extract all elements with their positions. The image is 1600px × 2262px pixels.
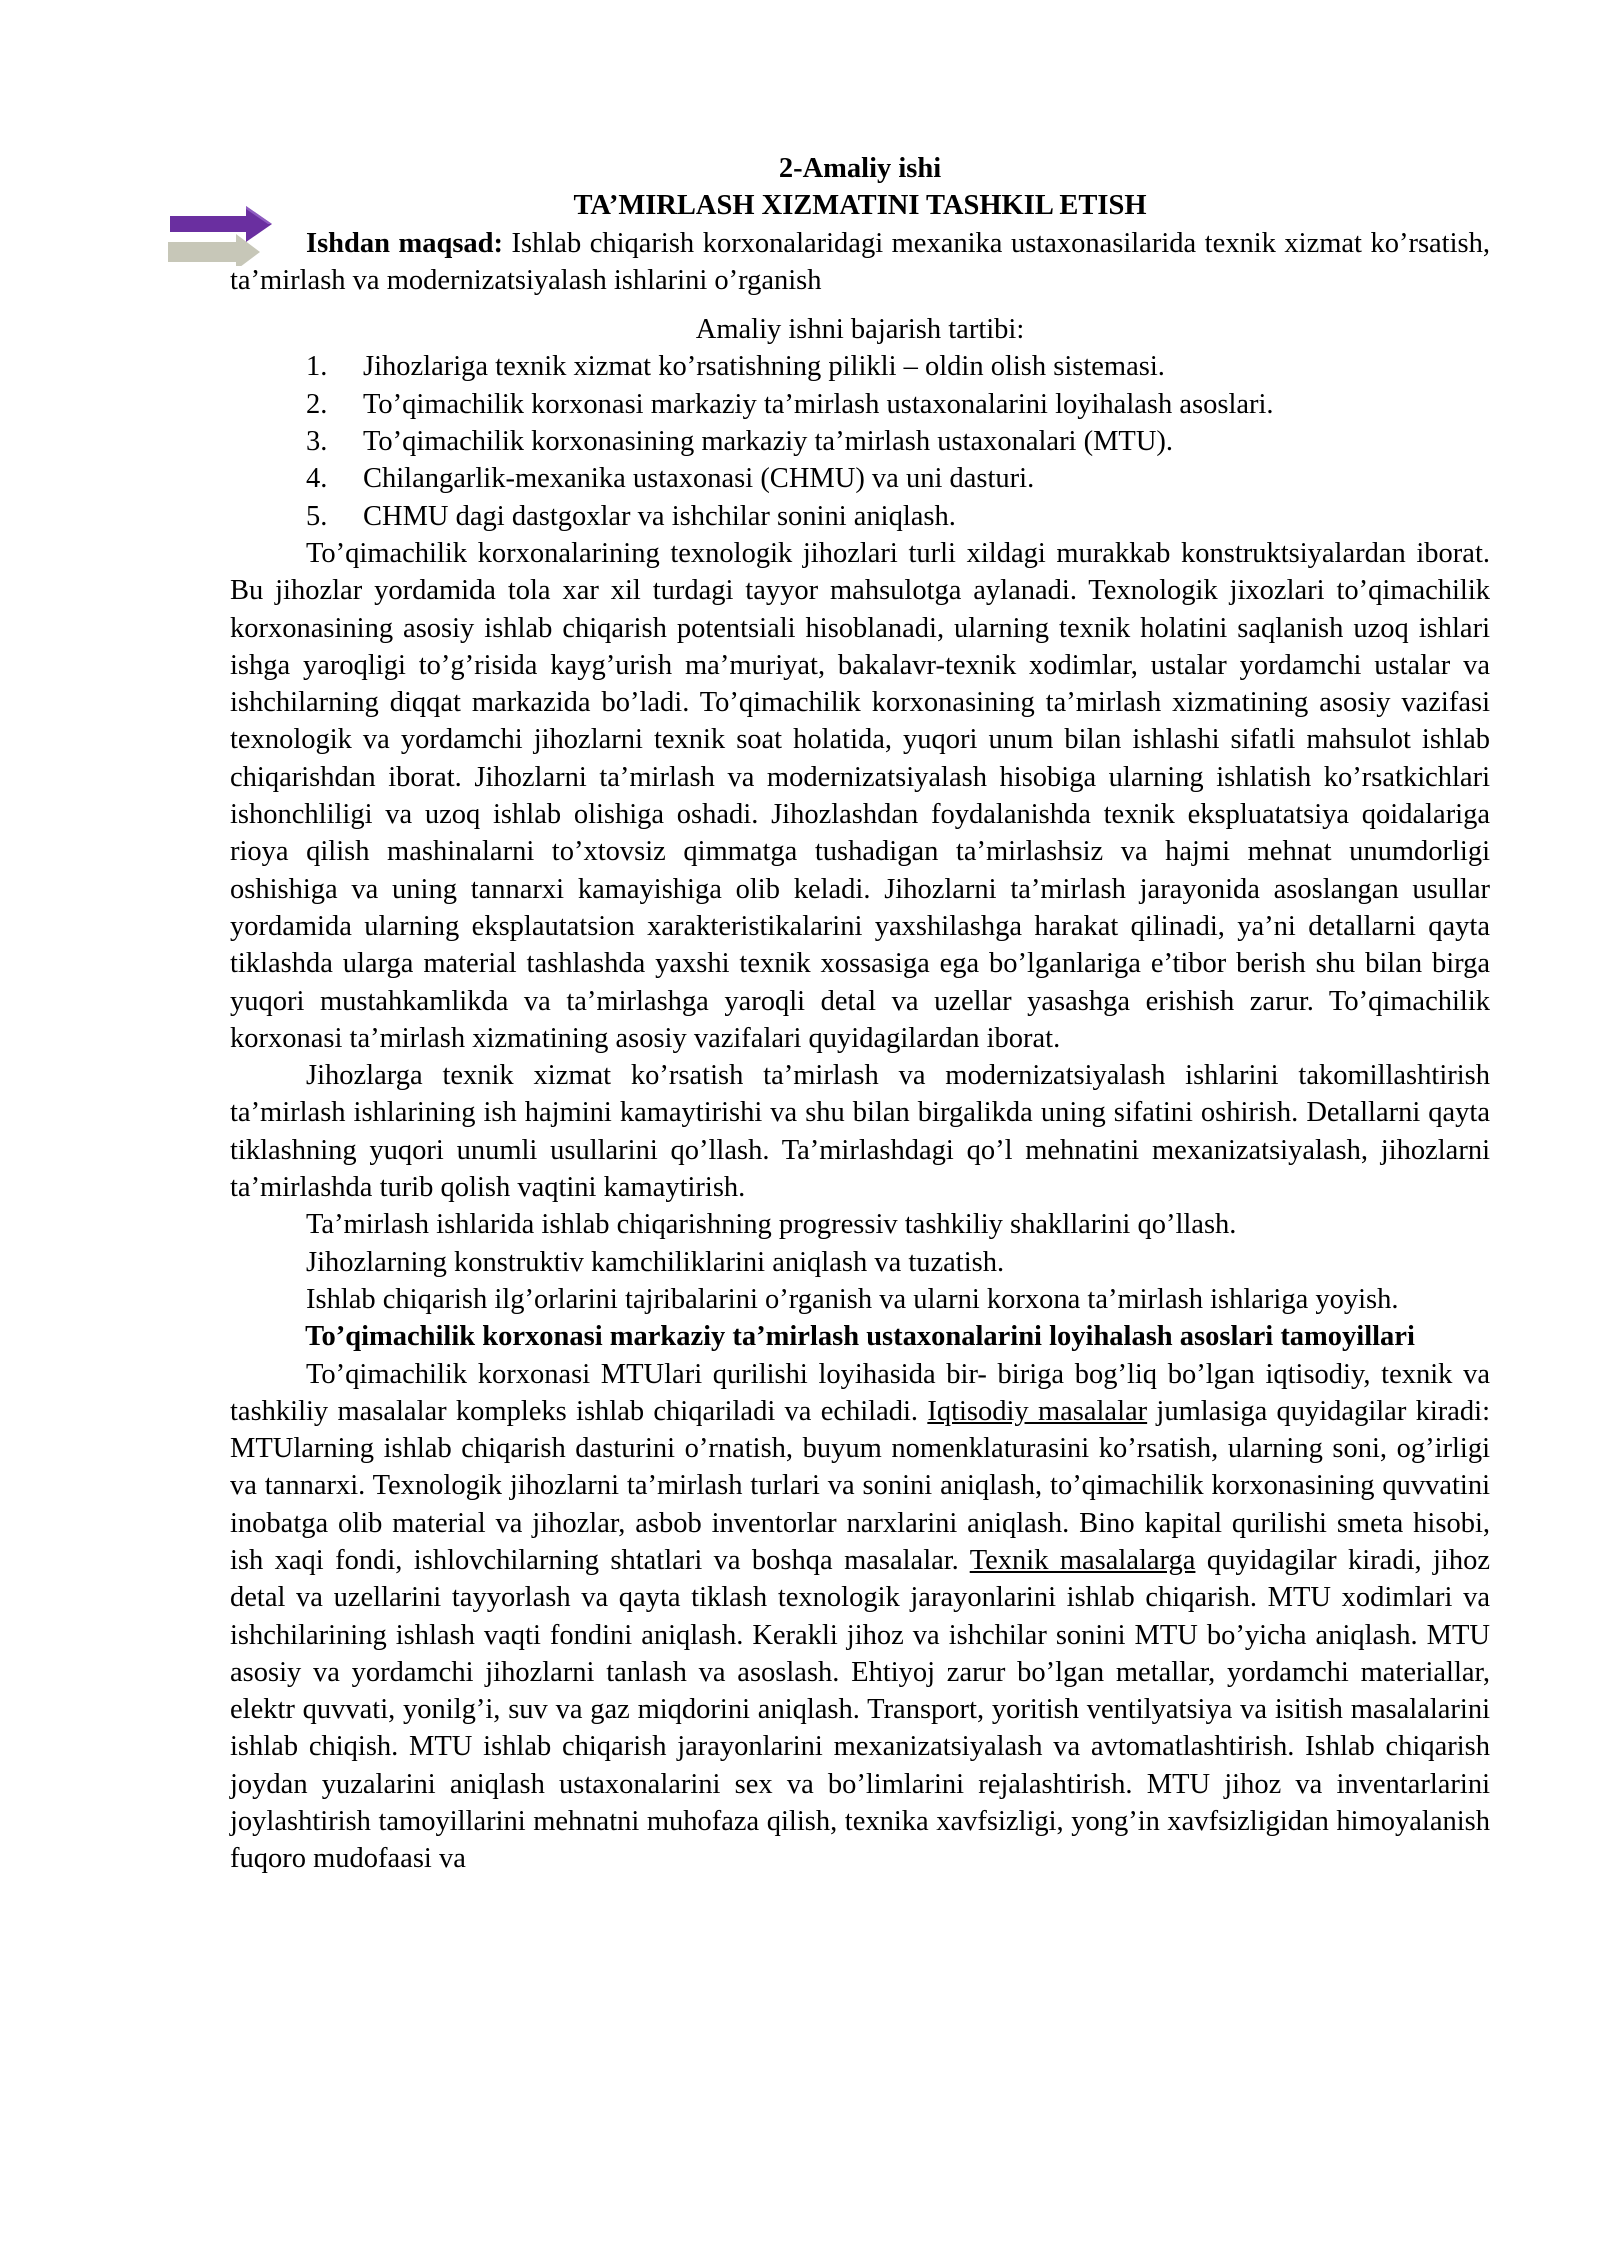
list-item <box>230 498 1490 535</box>
plan-list <box>230 348 1490 534</box>
list-item <box>230 348 1490 385</box>
list-item <box>230 460 1490 497</box>
body-paragraph: Ishlab chiqarish ilg’orlarini tajribalarini o’rganish va ularni korxona ta’mirlash ishlariga yoyish. <box>306 1283 1399 1315</box>
section-paragraph <box>230 1356 1490 1878</box>
goal-label: Ishdan maqsad: <box>306 227 504 259</box>
body-paragraph: Jihozlarga texnik xizmat ko’rsatish ta’mirlash va modernizatsiyalash ishlarini takomillashtirish ta’mirlash ishlarining ish hajmini kamaytirishi va shu bilan birgalikda uning sifatini oshirish. Detallarni qayta tiklashning yuqori unumli usullarini qo’llash. Ta’mirlashdagi qo’l mehnatini mexanizatsiyalash, jihozlarni ta’mirlashda turib qolish vaqtini kamaytirish. <box>230 1060 1490 1204</box>
list-number: 4. <box>306 463 328 495</box>
list-number: 5. <box>306 500 328 532</box>
plan-heading: Amaliy ishni bajarish tartibi: <box>695 314 1025 346</box>
text-run: quyidagilar kiradi, jihoz detal va uzellarini tayyorlash va qayta tiklash texnologik jarayonlarini ishlab chiqarish. MTU xodimlari va ishchilarining ishlash vaqti fondini aniqlash. Kerakli jihoz va ishchilar sonini MTU bo’yicha aniqlash. MTU asosiy va yordamchi jihozlarni tanlash va asoslash. Ehtiyoj zarur bo’lgan metallar, yordamchi materiallar, elektr quvvati, yonilg’i, suv va gaz miqdorini aniqlash. Transport, yoritish ventilyatsiya va isitish masalalarini ishlab chiqish. MTU ishlab chiqarish jarayonlarini mexanizatsiyalash va avtomatlashtirish. Ishlab chiqarish joydan yuzalarini aniqlash ustaxonalarini sex va bo’limlarini rejalashtirish. MTU jihoz va inventarlarini joylashtirish tamoyillarini mehnatni muhofaza qilish, texnika xavfsizligi, yong’in xavfsizligidan himoyalanish fuqoro mudofaasi va <box>230 1544 1490 1875</box>
section-title: To’qimachilik korxonasi markaziy ta’mirlash ustaxonalarini loyihalash asoslari tamoyillari <box>305 1321 1415 1353</box>
text-run: jumlasiga quyidagilar kiradi: MTUlarning ishlab chiqarish dasturini o’rnatish, buyum nomenklaturasini ko’rsatish, ularning soni, og’irligi va tannarxi. Texnologik jihozlarni ta’mirlash turlari va sonini aniqlash, to’qimachilik korxonasining quvvatini inobatga olib material va jihozlar, asbob inventorlar narxlarini aniqlash. Bino kapital qurilishi smeta hisobi, ish xaqi fondi, ishlovchilarning shtatlari va boshqa masalalar. <box>230 1395 1490 1576</box>
document-page <box>230 150 1490 1878</box>
goal-text: Ishlab chiqarish korxonalaridagi mexanika ustaxonasilarida texnik xizmat ko’rsatish, ta’mirlash va modernizatsiyalash ishlarini o’rganish <box>230 227 1490 296</box>
goal-paragraph <box>230 225 1490 300</box>
list-number: 3. <box>306 426 328 458</box>
underlined-term: Texnik masalalarga <box>969 1544 1196 1576</box>
list-text: To’qimachilik korxonasi markaziy ta’mirlash ustaxonalarini loyihalash asoslari. <box>363 388 1274 420</box>
text-run: To’qimachilik korxonasi MTUlari qurilishi loyihasida bir- biriga bog’liq bo’lgan iqtisodiy, texnik va tashkiliy masalalar kompleks ishlab chiqariladi va echiladi. <box>230 1358 1490 1427</box>
list-text: CHMU dagi dastgoxlar va ishchilar sonini aniqlash. <box>363 500 956 532</box>
work-number-title: 2-Amaliy ishi <box>778 153 942 184</box>
body-paragraph: Jihozlarning konstruktiv kamchiliklarini aniqlash va tuzatish. <box>306 1246 1005 1278</box>
underlined-term: Iqtisodiy masalalar <box>927 1395 1148 1427</box>
main-title: TA’MIRLASH XIZMATINI TASHKIL ETISH <box>573 190 1147 222</box>
list-number: 1. <box>306 351 328 383</box>
list-text: To’qimachilik korxonasining markaziy ta’mirlash ustaxonalari (MTU). <box>363 426 1174 458</box>
list-text: Chilangarlik-mexanika ustaxonasi (CHMU) va uni dasturi. <box>363 463 1035 495</box>
list-text: Jihozlariga texnik xizmat ko’rsatishning pilikli – oldin olish sistemasi. <box>363 351 1165 383</box>
list-item <box>230 386 1490 423</box>
body-paragraph: To’qimachilik korxonalarining texnologik jihozlari turli xildagi murakkab konstruktsiyalardan iborat. Bu jihozlar yordamida tola xar xil turdagi tayyor mahsulotga aylanadi. Texnologik jixozlari to’qimachilik korxonasining asosiy ishlab chiqarish potentsiali hisoblanadi, ularning texnik holatini saqlanish uzoq ishlari ishga yaroqligi to’g’risida kayg’urish ma’muriyat, bakalavr-texnik xodimlar, ustalar yordamchi ustalar va ishchilarning diqqat markazida bo’ladi. To’qimachilik korxonasining ta’mirlash xizmatining asosiy vazifasi texnologik va yordamchi jihozlarni texnik soat holatida, yuqori unum bilan ishlashi sifatli mahsulot ishlab chiqarishdan iborat. Jihozlarni ta’mirlash va modernizatsiyalash hisobiga ularning ishlatish ko’rsatkichlari ishonchliligi va uzoq ishlab olishiga oshadi. Jihozlashdan foydalanishda texnik ekspluatatsiya qoidalariga rioya qilish mashinalarni to’xtovsiz qimmatga tushadigan ta’mirlashsiz va hajmi mehnat unumdorligi oshishiga va uning tannarxi kamayishiga olib keladi. Jihozlarni ta’mirlash jarayonida asoslangan usullar yordamida ularning eksplautatsion xarakteristikalarini yaxshilashga harakat qilinadi, ya’ni detallarni qayta tiklashda ularga material tashlashda yaxshi texnik xossasiga ega bo’lganlariga e’tibor berish shu bilan birga yuqori mustahkamlikda va ta’mirlashga yaroqli detal va uzellar yasashga erishish zarur. To’qimachilik korxonasi ta’mirlash xizmatining asosiy vazifalari quyidagilardan iborat. <box>230 537 1490 1054</box>
list-item <box>230 423 1490 460</box>
body-paragraph: Ta’mirlash ishlarida ishlab chiqarishning progressiv tashkiliy shakllarini qo’llash. <box>306 1209 1237 1241</box>
list-number: 2. <box>306 388 328 420</box>
